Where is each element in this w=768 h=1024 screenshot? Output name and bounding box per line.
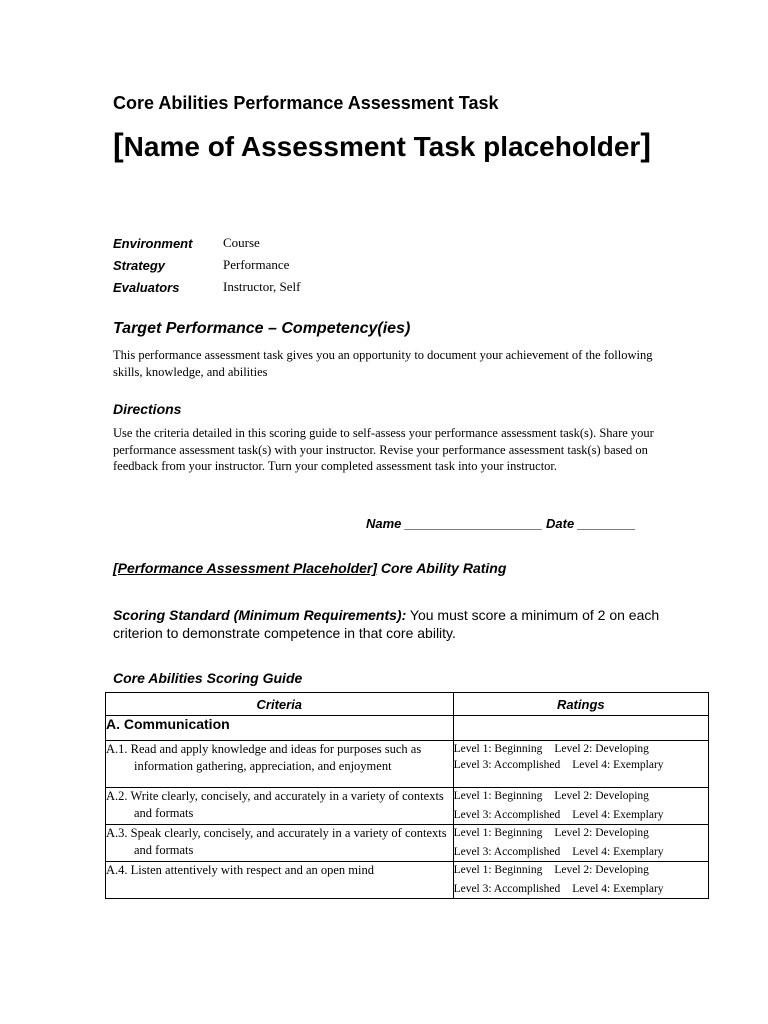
level-2: Level 2: Developing xyxy=(554,864,649,876)
ratings-cell xyxy=(453,862,708,899)
assessment-placeholder: [Performance Assessment Placeholder] xyxy=(113,560,378,576)
level-4: Level 4: Exemplary xyxy=(572,846,664,858)
criterion-number: A.4. xyxy=(106,863,128,877)
table-row xyxy=(106,788,709,825)
directions-heading: Directions xyxy=(113,401,182,417)
scoring-standard-text: You must score a minimum of 2 on each criterion to demonstrate competence in that core ability. xyxy=(113,607,660,641)
level-1: Level 1: Beginning xyxy=(453,864,543,876)
meta-row-environment xyxy=(113,232,300,254)
criterion-cell xyxy=(106,788,454,825)
criterion-number: A.1. xyxy=(106,742,128,756)
open-bracket: [ xyxy=(113,127,124,163)
table-row xyxy=(106,862,709,899)
ratings-cell xyxy=(453,788,708,825)
scoring-standard-label: Scoring Standard (Minimum Requirements): xyxy=(113,607,407,623)
level-4: Level 4: Exemplary xyxy=(572,809,664,821)
meta-row-evaluators xyxy=(113,276,300,298)
scoring-standard xyxy=(113,606,668,642)
section-row xyxy=(106,716,709,741)
level-1: Level 1: Beginning xyxy=(453,827,543,839)
level-3: Level 3: Accomplished xyxy=(453,846,561,858)
criterion-text: Speak clearly, concisely, and accurately in a variety of contexts and formats xyxy=(130,826,447,857)
task-name-title xyxy=(113,124,673,168)
level-4: Level 4: Exemplary xyxy=(572,883,664,895)
meta-value: Instructor, Self xyxy=(223,279,301,294)
ratings-cell xyxy=(453,741,708,788)
level-2: Level 2: Developing xyxy=(554,790,649,802)
meta-label: Evaluators xyxy=(113,279,180,295)
criterion-number: A.3. xyxy=(106,826,128,840)
level-3: Level 3: Accomplished xyxy=(453,883,561,895)
directions-text: Use the criteria detailed in this scoring guide to self-assess your performance assessment task(s). Share your performance assessment task(s) with your instructor. Revise your performance assessment task(s) based on feedback from your instructor. Turn your completed assessment task into your instructor. xyxy=(113,426,654,473)
meta-value: Course xyxy=(223,235,260,250)
name-date-line: Name ___________________ Date ________ xyxy=(366,516,636,531)
ratings-cell xyxy=(453,825,708,862)
table-header-row xyxy=(106,693,709,716)
close-bracket: ] xyxy=(640,127,651,163)
rating-title-rest: Core Ability Rating xyxy=(377,560,507,576)
meta-label: Strategy xyxy=(113,257,166,273)
criterion-cell xyxy=(106,741,454,788)
level-1: Level 1: Beginning xyxy=(453,743,543,755)
criterion-text: Listen attentively with respect and an open mind xyxy=(130,863,374,877)
criterion-text: Read and apply knowledge and ideas for purposes such as information gathering, appreciation, and enjoyment xyxy=(130,742,422,773)
level-3: Level 3: Accomplished xyxy=(453,759,561,771)
section-communication: A. Communication xyxy=(106,716,454,741)
scoring-guide-title: Core Abilities Scoring Guide xyxy=(113,670,303,686)
target-performance-text: This performance assessment task gives you an opportunity to document your achievement of the following skills, knowledge, and abilities xyxy=(113,348,653,379)
criterion-number: A.2. xyxy=(106,789,128,803)
criterion-cell xyxy=(106,862,454,899)
meta-row-strategy xyxy=(113,254,300,276)
criteria-header: Criteria xyxy=(106,693,454,716)
scoring-guide-table xyxy=(105,692,709,899)
meta-label: Environment xyxy=(113,235,193,251)
document-header-title: Core Abilities Performance Assessment Task xyxy=(113,93,499,113)
table-row xyxy=(106,741,709,788)
ratings-header: Ratings xyxy=(453,693,708,716)
criterion-text: Write clearly, concisely, and accurately in a variety of contexts and formats xyxy=(130,789,444,820)
criterion-cell xyxy=(106,825,454,862)
table-row xyxy=(106,825,709,862)
core-ability-rating-title xyxy=(113,560,506,576)
level-4: Level 4: Exemplary xyxy=(572,759,664,771)
meta-value: Performance xyxy=(223,257,290,272)
section-ratings-empty xyxy=(453,716,708,741)
task-name-text: Name of Assessment Task placeholder xyxy=(123,131,641,162)
target-performance-heading: Target Performance – Competency(ies) xyxy=(113,320,411,337)
task-meta xyxy=(113,232,300,298)
level-2: Level 2: Developing xyxy=(554,827,649,839)
level-3: Level 3: Accomplished xyxy=(453,809,561,821)
level-1: Level 1: Beginning xyxy=(453,790,543,802)
level-2: Level 2: Developing xyxy=(554,743,649,755)
